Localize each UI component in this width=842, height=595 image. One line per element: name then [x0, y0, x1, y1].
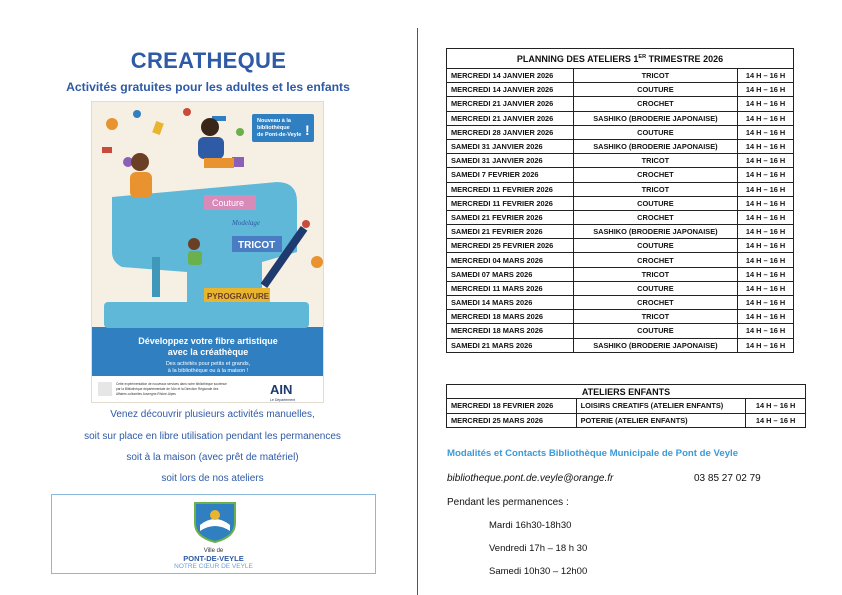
activity-cell: TRICOT	[573, 69, 737, 83]
date-cell: SAMEDI 31 JANVIER 2026	[447, 154, 574, 168]
time-cell: 14 H – 16 H	[738, 69, 794, 83]
time-cell: 14 H – 16 H	[738, 210, 794, 224]
date-cell: MERCREDI 28 JANVIER 2026	[447, 125, 574, 139]
page-title: CREATHEQUE	[130, 48, 287, 73]
table-row	[447, 182, 794, 196]
phone-number: 03 85 27 02 79	[694, 473, 761, 484]
poster-ain-logo: AIN	[270, 382, 293, 397]
time-cell: 14 H – 16 H	[738, 196, 794, 210]
date-cell: SAMEDI 7 FEVRIER 2026	[447, 168, 574, 182]
table-row	[447, 296, 794, 310]
email-link[interactable]: bibliotheque.pont.de.veyle@orange.fr	[447, 473, 614, 484]
poster-footer-text-1: Cette expérimentation de nouveaux services dans notre bibliothèque soutenue	[116, 382, 227, 386]
time-cell: 14 H – 16 H	[738, 182, 794, 196]
activity-cell: SASHIKO (BRODERIE JAPONAISE)	[573, 225, 737, 239]
activity-cell: COUTURE	[573, 125, 737, 139]
activity-cell: LOISIRS CREATIFS (ATELIER ENFANTS)	[576, 399, 746, 414]
table-row	[447, 253, 794, 267]
table-row	[447, 139, 794, 153]
poster-ain-sub: Le Département	[270, 398, 296, 402]
intro-line-2: soit sur place en libre utilisation pendant les permanences	[84, 431, 341, 442]
poster-headline-1: Développez votre fibre artistique	[138, 336, 278, 346]
activity-cell: POTERIE (ATELIER ENFANTS)	[576, 413, 746, 428]
activity-cell: CROCHET	[573, 296, 737, 310]
poster-badge-line-1: Nouveau à la	[257, 118, 291, 124]
activity-cell: COUTURE	[573, 324, 737, 338]
time-cell: 14 H – 16 H	[738, 338, 794, 352]
table-row	[447, 225, 794, 239]
activity-cell: COUTURE	[573, 196, 737, 210]
table-row	[447, 324, 794, 338]
activity-cell: CROCHET	[573, 210, 737, 224]
permanence-item: Vendredi 17h – 18 h 30	[489, 543, 588, 554]
poster-badge-line-2: bibliothèque	[257, 125, 290, 131]
children-workshops-title: ATELIERS ENFANTS	[447, 385, 806, 399]
date-cell: MERCREDI 11 FEVRIER 2026	[447, 182, 574, 196]
poster-person-1	[131, 153, 149, 171]
activity-cell: TRICOT	[573, 182, 737, 196]
date-cell: MERCREDI 14 JANVIER 2026	[447, 69, 574, 83]
date-cell: MERCREDI 18 FEVRIER 2026	[447, 399, 577, 414]
time-cell: 14 H – 16 H	[738, 296, 794, 310]
time-cell: 14 H – 16 H	[738, 225, 794, 239]
date-cell: SAMEDI 21 FEVRIER 2026	[447, 210, 574, 224]
intro-line-1: Venez découvrir plusieurs activités manuelles,	[110, 409, 315, 420]
poster-headline-2: avec la créathèque	[167, 347, 249, 357]
time-cell: 14 H – 16 H	[746, 399, 806, 414]
time-cell: 14 H – 16 H	[746, 413, 806, 428]
page-subtitle: Activités gratuites pour les adultes et les enfants	[66, 80, 350, 94]
table-row	[447, 125, 794, 139]
time-cell: 14 H – 16 H	[738, 125, 794, 139]
time-cell: 14 H – 16 H	[738, 154, 794, 168]
table-row	[447, 413, 806, 428]
activity-cell: SASHIKO (BRODERIE JAPONAISE)	[573, 139, 737, 153]
date-cell: MERCREDI 25 FEVRIER 2026	[447, 239, 574, 253]
permanences-title: Pendant les permanences :	[447, 497, 569, 508]
permanence-item: Samedi 10h30 – 12h00	[489, 566, 588, 577]
date-cell: MERCREDI 04 MARS 2026	[447, 253, 574, 267]
date-cell: MERCREDI 25 MARS 2026	[447, 413, 577, 428]
date-cell: SAMEDI 07 MARS 2026	[447, 267, 574, 281]
time-cell: 14 H – 16 H	[738, 83, 794, 97]
activity-cell: CROCHET	[573, 168, 737, 182]
table-row	[447, 168, 794, 182]
intro-line-3: soit à la maison (avec prêt de matériel)	[126, 452, 299, 463]
table-row	[447, 239, 794, 253]
poster-person-3	[188, 238, 200, 250]
planning-table	[446, 48, 794, 353]
poster-tag-pyrogravure: PYROGRAVURE	[207, 292, 270, 301]
time-cell: 14 H – 16 H	[738, 111, 794, 125]
intro-line-4: soit lors de nos ateliers	[161, 473, 264, 484]
town-crest-icon	[192, 501, 238, 543]
table-row	[447, 267, 794, 281]
poster-subline-2: à la bibliothèque ou à la maison !	[167, 368, 249, 374]
activity-cell: CROCHET	[573, 97, 737, 111]
activity-cell: TRICOT	[573, 154, 737, 168]
activity-cell: SASHIKO (BRODERIE JAPONAISE)	[573, 338, 737, 352]
poster-tag-modelage: Modelage	[232, 219, 260, 227]
time-cell: 14 H – 16 H	[738, 310, 794, 324]
planning-title: PLANNING DES ATELIERS 1ER TRIMESTRE 2026	[447, 49, 794, 69]
poster-footer-text-3: Affaires culturelles Auvergne-Rhône-Alpes	[116, 392, 176, 396]
date-cell: SAMEDI 14 MARS 2026	[447, 296, 574, 310]
date-cell: SAMEDI 21 FEVRIER 2026	[447, 225, 574, 239]
poster-image	[91, 101, 324, 403]
activity-cell: TRICOT	[573, 267, 737, 281]
table-row	[447, 399, 806, 414]
town-logo-name: PONT-DE-VEYLE	[183, 554, 244, 563]
poster-tag-couture: Couture	[212, 198, 245, 208]
poster-footer-text-2: par la Bibliothèque départementale de l'Ain et la Direction Régionale des	[116, 387, 219, 391]
date-cell: MERCREDI 21 JANVIER 2026	[447, 97, 574, 111]
table-row	[447, 281, 794, 295]
page-divider	[417, 28, 418, 595]
table-row	[447, 338, 794, 352]
date-cell: MERCREDI 11 MARS 2026	[447, 281, 574, 295]
time-cell: 14 H – 16 H	[738, 253, 794, 267]
town-logo-sub: Ville de	[203, 548, 224, 554]
town-logo-box	[51, 494, 376, 574]
time-cell: 14 H – 16 H	[738, 239, 794, 253]
date-cell: MERCREDI 14 JANVIER 2026	[447, 83, 574, 97]
table-row	[447, 111, 794, 125]
poster-person-2	[201, 118, 219, 136]
time-cell: 14 H – 16 H	[738, 281, 794, 295]
date-cell: MERCREDI 18 MARS 2026	[447, 310, 574, 324]
activity-cell: COUTURE	[573, 239, 737, 253]
date-cell: SAMEDI 21 MARS 2026	[447, 338, 574, 352]
table-row	[447, 97, 794, 111]
table-row	[447, 69, 794, 83]
activity-cell: SASHIKO (BRODERIE JAPONAISE)	[573, 111, 737, 125]
children-workshops-table	[446, 384, 806, 428]
table-row	[447, 210, 794, 224]
date-cell: MERCREDI 11 FEVRIER 2026	[447, 196, 574, 210]
poster-subline-1: Des activités pour petits et grands,	[165, 361, 251, 367]
activity-cell: COUTURE	[573, 83, 737, 97]
permanence-item: Mardi 16h30-18h30	[489, 520, 572, 531]
activity-cell: COUTURE	[573, 281, 737, 295]
poster-badge-line-3: de Pont-de-Veyle	[257, 132, 302, 138]
town-logo-tag: NOTRE CŒUR DE VEYLE	[174, 563, 253, 570]
date-cell: MERCREDI 21 JANVIER 2026	[447, 111, 574, 125]
table-row	[447, 154, 794, 168]
activity-cell: CROCHET	[573, 253, 737, 267]
date-cell: SAMEDI 31 JANVIER 2026	[447, 139, 574, 153]
activity-cell: TRICOT	[573, 310, 737, 324]
poster-badge-mark: !	[305, 122, 310, 138]
table-row	[447, 310, 794, 324]
time-cell: 14 H – 16 H	[738, 267, 794, 281]
time-cell: 14 H – 16 H	[738, 324, 794, 338]
date-cell: MERCREDI 18 MARS 2026	[447, 324, 574, 338]
contacts-title: Modalités et Contacts Bibliothèque Municipale de Pont de Veyle	[447, 448, 739, 459]
poster-tag-tricot: TRICOT	[238, 240, 276, 251]
table-row	[447, 196, 794, 210]
time-cell: 14 H – 16 H	[738, 139, 794, 153]
time-cell: 14 H – 16 H	[738, 97, 794, 111]
time-cell: 14 H – 16 H	[738, 168, 794, 182]
table-row	[447, 83, 794, 97]
